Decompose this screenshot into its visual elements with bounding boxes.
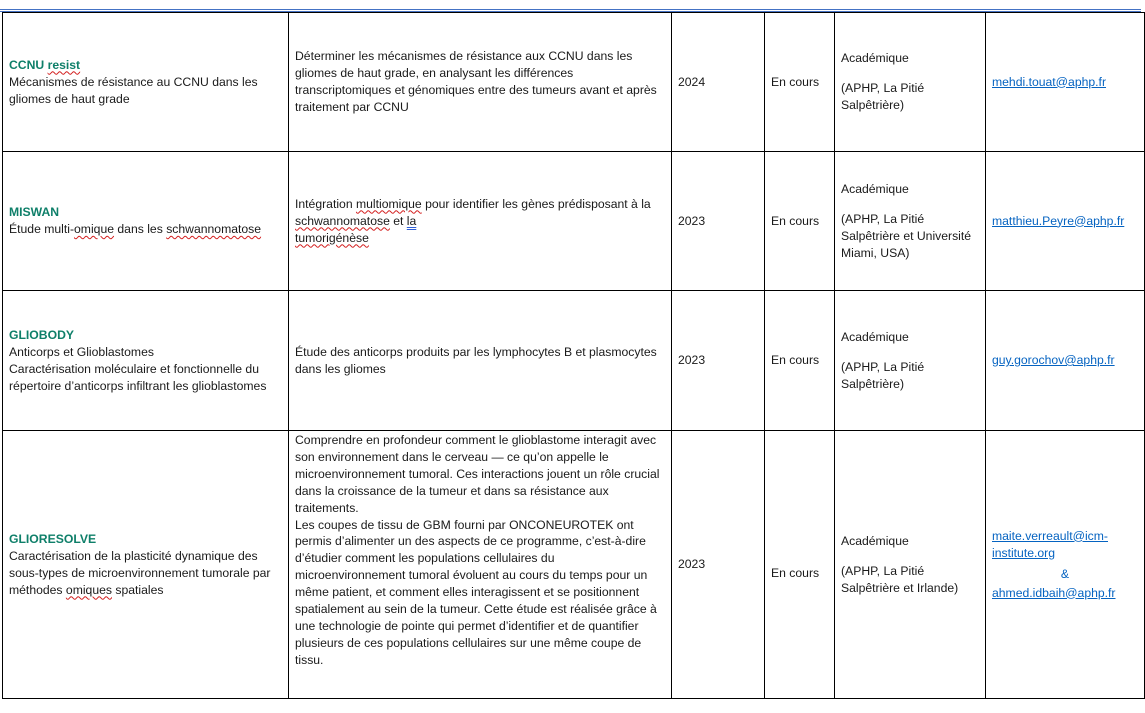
funding-type: Académique <box>841 329 909 344</box>
funding-partners: (APHP, La Pitié Salpêtrière) <box>841 81 925 112</box>
project-subtitle: Anticorps et Glioblastomes <box>9 344 154 359</box>
project-year: 2023 <box>672 431 765 699</box>
contact-email-link[interactable]: mehdi.touat@aphp.fr <box>992 74 1107 89</box>
project-description-cell <box>289 431 672 699</box>
funding-type: Académique <box>841 51 909 65</box>
project-title: Étude multi-omique dans les schwannomatose <box>9 222 262 236</box>
spellcheck-word: schwannomatose <box>166 222 262 236</box>
table-row <box>3 152 1145 291</box>
grammar-check-word: la <box>406 213 417 228</box>
project-contact-cell <box>986 152 1145 291</box>
project-contact-cell <box>986 13 1145 152</box>
project-title: Mécanismes de résistance au CCNU dans les gliomes de haut grade <box>9 74 258 106</box>
funding-partners: (APHP, La Pitié Salpêtrière et Université Miami, USA) <box>841 211 972 260</box>
project-description-cell <box>289 13 672 152</box>
spellcheck-word: schwannomatose <box>295 213 390 228</box>
spellcheck-word: resist <box>47 57 81 72</box>
spellcheck-word: omiques <box>65 582 112 597</box>
contact-email-link[interactable]: ahmed.idbaih@aphp.fr <box>992 585 1116 600</box>
table-row <box>3 291 1145 431</box>
project-description: Déterminer les mécanismes de résistance aux CCNU dans les gliomes de haut grade, en analysant les différences transcriptomiques et génomiques entre des tumeurs avant et après traitement par CCNU <box>295 49 657 114</box>
contact-email-link[interactable]: maite.verreault@icm-institute.org <box>992 528 1108 560</box>
project-status: En cours <box>765 431 835 699</box>
contacts-separator: & <box>1060 566 1070 581</box>
project-funding-cell <box>835 13 986 152</box>
project-status: En cours <box>765 291 835 431</box>
table-row <box>3 431 1145 699</box>
project-contact-cell <box>986 431 1145 699</box>
project-year: 2023 <box>672 291 765 431</box>
project-description: Intégration multiomique pour identifier les gènes prédisposant à la schwannomatose et la tumorigénèse <box>295 196 651 245</box>
project-description-cell <box>289 152 672 291</box>
project-title-cell <box>3 291 289 431</box>
project-description-paragraph: Les coupes de tissu de GBM fourni par ONCONEUROTEK ont permis d’alimenter un des aspects de ce programme, c’est-à-dire d’étudier comment les populations cellulaires du microenvironnement tumoral évoluent au cours du temps pour un même patient, et comment elles interagissent et se positionnent spatialement au sein de la tumeur. Cette étude est réalisée grâce à une technologie de pointe qui permet d’identifier et de quantifier plusieurs de ces populations cellulaires sur une même coupe de tissu. <box>295 517 657 667</box>
funding-type: Académique <box>841 533 909 548</box>
project-title-cell <box>3 13 289 152</box>
project-acronym: CCNU resist <box>9 57 81 72</box>
project-title-cell <box>3 152 289 291</box>
header-rule <box>0 9 1141 10</box>
contact-email-link[interactable]: matthieu.Peyre@aphp.fr <box>992 213 1125 228</box>
project-title-cell <box>3 431 289 699</box>
contact-email-link[interactable]: guy.gorochov@aphp.fr <box>992 353 1115 367</box>
funding-partners: (APHP, La Pitié Salpêtrière et Irlande) <box>841 563 959 595</box>
project-funding-cell <box>835 431 986 699</box>
spellcheck-word: omique <box>74 222 115 236</box>
project-title: Caractérisation moléculaire et fonctionnelle du répertoire d’anticorps infiltrant les glioblastomes <box>9 361 267 393</box>
project-description-cell <box>289 291 672 431</box>
project-status: En cours <box>765 152 835 291</box>
project-acronym: MISWAN <box>9 205 60 219</box>
project-acronym: GLIORESOLVE <box>9 531 97 546</box>
projects-table <box>2 12 1145 699</box>
project-funding-cell <box>835 291 986 431</box>
project-description-paragraph: Comprendre en profondeur comment le glioblastome interagit avec son environnement dans le cerveau — ce qu’on appelle le microenvironnement tumoral. Ces interactions jouent un rôle crucial dans la croissance de la tumeur et dans sa résistance aux traitements. <box>295 433 660 515</box>
spellcheck-word: multiomique <box>355 196 422 211</box>
project-acronym: GLIOBODY <box>9 327 75 342</box>
project-status: En cours <box>765 13 835 152</box>
project-description: Étude des anticorps produits par les lymphocytes B et plasmocytes dans les gliomes <box>295 344 657 376</box>
project-funding-cell <box>835 152 986 291</box>
spellcheck-word: tumorigénèse <box>295 230 369 245</box>
project-year: 2023 <box>672 152 765 291</box>
project-contact-cell <box>986 291 1145 431</box>
project-year: 2024 <box>672 13 765 152</box>
project-title: Caractérisation de la plasticité dynamique des sous-types de microenvironnement tumorale par méthodes omiques spatiales <box>9 548 271 597</box>
funding-type: Académique <box>841 181 909 196</box>
table-row <box>3 13 1145 152</box>
funding-partners: (APHP, La Pitié Salpêtrière) <box>841 359 925 391</box>
